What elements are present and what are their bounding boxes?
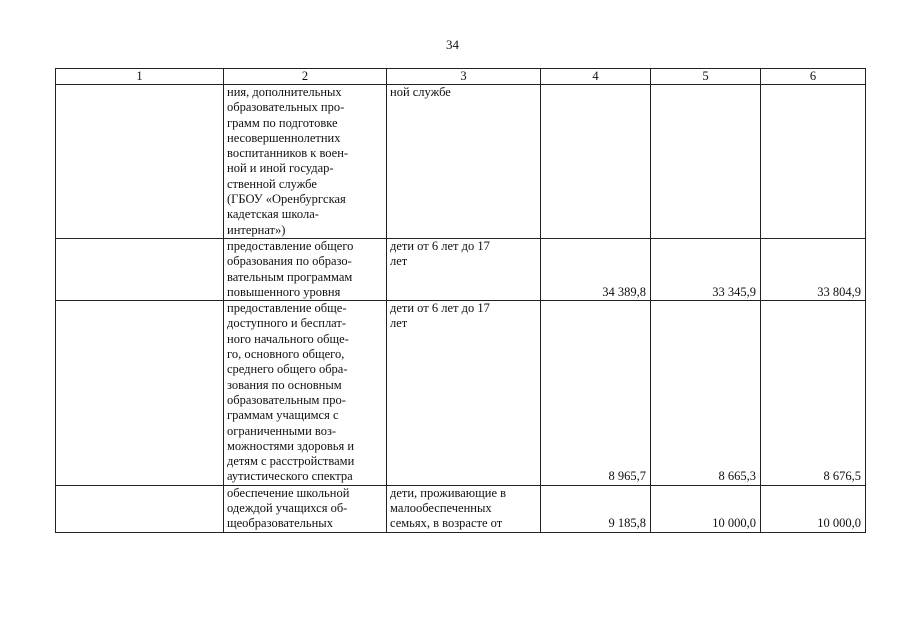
table-row [56, 85, 866, 239]
table-cell-col1 [56, 485, 224, 532]
table-cell-value-4: 9 185,8 [541, 485, 651, 532]
table-cell-value-4 [541, 85, 651, 239]
table-cell-service: обеспечение школьной одеждой учащихся об- щеобразовательных [224, 485, 387, 532]
table-cell-col1 [56, 238, 224, 300]
table-cell-value-4: 8 965,7 [541, 301, 651, 486]
table-cell-service: предоставление общего образования по образо- вательным программам повышенного уровня [224, 238, 387, 300]
table-cell-value-6: 8 676,5 [761, 301, 866, 486]
table-cell-value-5: 33 345,9 [651, 238, 761, 300]
table-cell-value-5: 8 665,3 [651, 301, 761, 486]
table-cell-value-5 [651, 85, 761, 239]
table-row [56, 485, 866, 532]
table-cell-value-5: 10 000,0 [651, 485, 761, 532]
table-cell-recipients: дети от 6 лет до 17 лет [387, 238, 541, 300]
page-number: 34 [446, 37, 459, 52]
table-row [56, 301, 866, 486]
budget-table [55, 68, 866, 533]
table-cell-recipients: дети, проживающие в малообеспеченных семьях, в возрасте от [387, 485, 541, 532]
table-cell-recipients: дети от 6 лет до 17 лет [387, 301, 541, 486]
column-header-5: 5 [651, 69, 761, 85]
table-cell-value-6: 33 804,9 [761, 238, 866, 300]
column-header-3: 3 [387, 69, 541, 85]
table-cell-col1 [56, 85, 224, 239]
table-cell-service: предоставление обще- доступного и бесплат- ного начального обще- го, основного общего, среднего общего обра- зования по основным образовательным про- граммам учащимся с ограниченными воз- можностями здоровья и детям с расстройствами аутистического спектра [224, 301, 387, 486]
table-cell-value-4: 34 389,8 [541, 238, 651, 300]
column-header-4: 4 [541, 69, 651, 85]
table-header-row [56, 69, 866, 85]
column-header-1: 1 [56, 69, 224, 85]
column-header-6: 6 [761, 69, 866, 85]
table-cell-recipients: ной службе [387, 85, 541, 239]
table-cell-col1 [56, 301, 224, 486]
table-row [56, 238, 866, 300]
table-cell-value-6: 10 000,0 [761, 485, 866, 532]
table-cell-value-6 [761, 85, 866, 239]
table-cell-service: ния, дополнительных образовательных про- грамм по подготовке несовершеннолетних воспитанников к воен- ной и иной государ- ственной службе (ГБОУ «Оренбургская кадетская школа- интернат») [224, 85, 387, 239]
column-header-2: 2 [224, 69, 387, 85]
